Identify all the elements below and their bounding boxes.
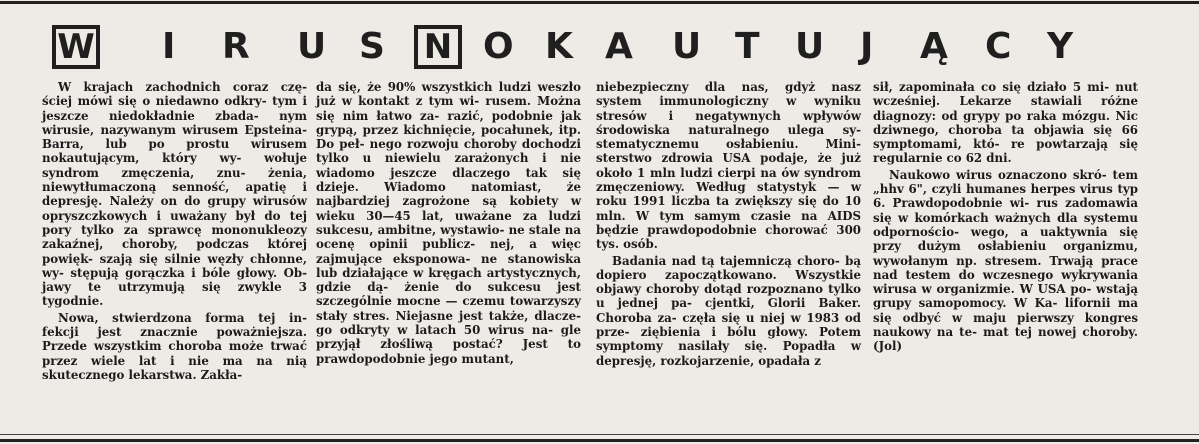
headline-initial-n: N	[418, 29, 458, 65]
paragraph: Nowa, stwierdzona forma tej in- fekcji jest znacznie poważniejsza. Przede wszystkim choroba może trwać przez wiele lat i nie ma na nią skutecznego lekarstwa. Zakła-	[42, 310, 307, 382]
headline-letter: U	[297, 26, 327, 67]
article-column-4	[873, 80, 1138, 354]
paragraph: niebezpieczny dla nas, gdyż nasz system immunologiczny w wyniku stresów i negatywnych wpływów środowiska naturalnego ulega sy- stematycznemu osłabieniu. Mini- sterstwo zdrowia USA podaje, że już około 1 mln ludzi cierpi na ów syndrom zmęczeniowy. Według statystyk — w roku 1991 liczba ta zwiększy się do 10 mln. W tym samym czasie na AIDS będzie prawdopodobnie chorować 300 tys. osób.	[596, 80, 861, 252]
top-rule	[0, 1, 1199, 4]
paragraph: W krajach zachodnich coraz czę- ściej mówi się o niedawno odkry- tym i jeszcze niedokładnie zbada- nym wirusie, nazywanym wirusem Epsteina-Barra, lub po prostu wirusem nokautującym, który wy- wołuje syndrom zmęczenia, znu- żenia, niewytłumaczoną senność, apatię i depresję. Należy on do grupy wirusów opryszczkowych i uważany był do tej pory tylko za sprawcę mononukleozy zakaźnej, choroby, podczas której powięk- szają się silnie węzły chłonne, wy- stępują gorączka i bóle głowy. Ob- jawy te utrzymują się zwykle 3 tygodnie.	[42, 80, 307, 309]
article-column-2	[316, 80, 581, 366]
headline	[52, 25, 1147, 69]
headline-initial-w: W	[57, 27, 95, 67]
paragraph: da się, że 90% wszystkich ludzi weszło już w kontakt z tym wi- rusem. Można się nim łatwo za- razić, podobnie jak grypą, przez kichnięcie, pocałunek, itp. Do peł- nego rozwoju choroby dochodzi tylko u niewielu zarażonych i nie wiadomo jeszcze dlaczego tak się dzieje. Wiadomo natomiast, że najbardziej zagrożone są kobiety w wieku 30—45 lat, uważane za ludzi sukcesu, ambitne, wystawio- ne stale na ocenę opinii publicz- nej, a więc zajmujące eksponowa- ne stanowiska lub działające w kręgach artystycznych, gdzie dą- żenie do sukcesu jest szczególnie mocne — czemu towarzyszy stały stres. Niejasne jest także, dlacze- go odkryty w latach 50 wirus na- gle przyjął złośliwą postać? Jest to prawdopodobnie jego mutant,	[316, 80, 581, 366]
article-column-3	[596, 80, 861, 368]
article-column-1	[42, 80, 307, 382]
headline-letter: U	[795, 26, 825, 67]
headline-letter: T	[735, 26, 760, 67]
headline-letter: J	[860, 26, 874, 67]
headline-initial-box-n	[414, 25, 462, 69]
headline-letter: A	[605, 26, 633, 67]
headline-letter: K	[545, 26, 573, 67]
paragraph: Badania nad tą tajemniczą choro- bą dopiero zapoczątkowano. Wszystkie objawy choroby dotąd rozpoznano tylko u jednej pa- cjentki, Glorii Baker. Choroba za- częła się u niej w 1983 od prze- ziębienia i bólu głowy. Potem symptomy nasilały się. Popadła w depresję, rozkojarzenie, opadała z	[596, 253, 861, 368]
bottom-rule-thin	[0, 434, 1199, 435]
headline-letter: I	[162, 26, 176, 67]
headline-initial-box-w	[52, 25, 100, 69]
headline-letter: O	[483, 26, 514, 67]
headline-letter: U	[672, 26, 702, 67]
paragraph: sił, zapominała co się działo 5 mi- nut wcześniej. Lekarze stawiali różne diagnozy: od grypy po raka mózgu. Nic dziwnego, choroba ta objawia się 66 symptomami, któ- re powtarzają się regularnie co 62 dni.	[873, 80, 1138, 166]
headline-letter: C	[985, 26, 1012, 67]
headline-letter: S	[359, 26, 385, 67]
headline-letter: Y	[1047, 26, 1074, 67]
headline-letter: R	[222, 26, 250, 67]
headline-letter: Ą	[920, 26, 948, 67]
bottom-rule	[0, 439, 1199, 442]
paragraph: Naukowo wirus oznaczono skró- tem „hhv 6", czyli humanes herpes virus typ 6. Prawdopodobnie wi- rus zadomawia się w komórkach ważnych dla systemu odpornościo- wego, a uaktywnia się przy dużym osłabieniu organizmu, wywołanym np. stresem. Trwają prace nad testem do wczesnego wykrywania wirusa w organizmie. W USA po- wstają grupy samopomocy. W Ka- lifornii ma się odbyć w maju pierwszy kongres naukowy na te- mat tej nowej choroby. (Jol)	[873, 167, 1138, 354]
